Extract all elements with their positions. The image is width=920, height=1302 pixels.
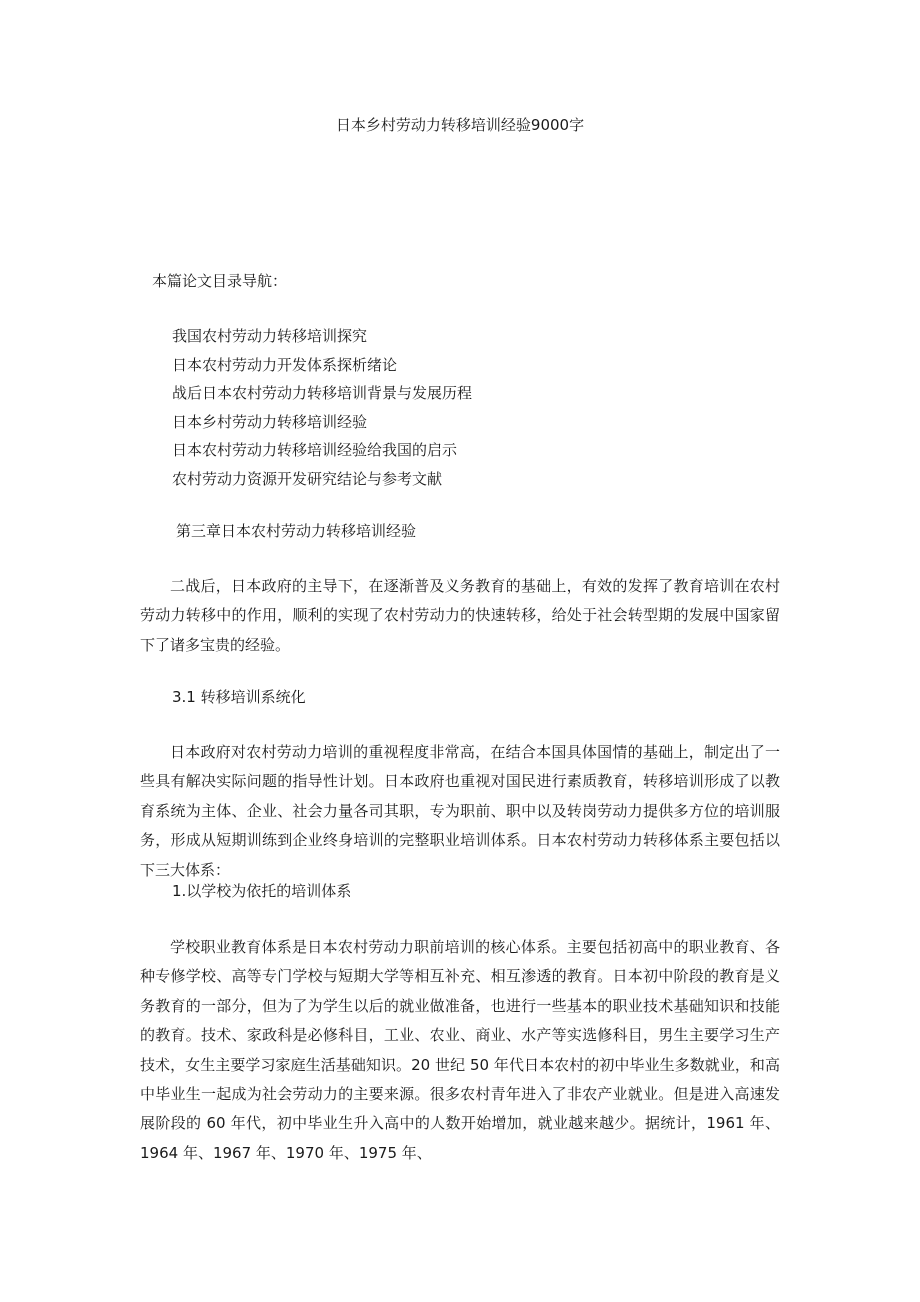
toc-item[interactable]: 日本农村劳动力转移培训经验给我国的启示 [172,441,458,459]
toc-item[interactable]: 我国农村劳动力转移培训探究 [172,327,368,345]
document-title: 日本乡村劳动力转移培训经验9000字 [335,116,585,134]
toc-item[interactable]: 战后日本农村劳动力转移培训背景与发展历程 [172,384,473,402]
section-heading: 3.1 转移培训系统化 [172,688,306,706]
toc-list [172,322,472,493]
body-paragraph: 日本政府对农村劳动力培训的重视程度非常高，在结合本国具体国情的基础上，制定出了一些具有解决实际问题的指导性计划。日本政府也重视对国民进行素质教育，转移培训形成了以教育系统为主体、企业、社会力量各司其职，专为职前、职中以及转岗劳动力提供多方位的培训服务，形成从短期训练到企业终身培训的完整职业培训体系。日本农村劳动力转移体系主要包括以下三大体系： [140,743,780,879]
toc-item[interactable]: 农村劳动力资源开发研究结论与参考文献 [172,469,443,488]
body-paragraph: 学校职业教育体系是日本农村劳动力职前培训的核心体系。主要包括初高中的职业教育、各种专修学校、高等专门学校与短期大学等相互补充、相互渗透的教育。日本初中阶段的教育是义务教育的一部分，但为了为学生以后的就业做准备，也进行一些基本的职业技术基础知识和技能的教育。技术、家政科是必修科目，工业、农业、商业、水产等实选修科目，男生主要学习生产技术，女生主要学习家庭生活基础知识。20 世纪 50 年代日本农村的初中毕业生多数就业，和高中毕业生一起成为社会劳动力的主要来源。很多农村青年进入了非农产业就业。但是进入高速发展阶段的 60 年代，初中毕业生升入高中的人数开始增加，就业越来越少。据统计，1961 年、1964 年、1967 年、1970 年、1975 年、 [140,938,780,1162]
chapter-heading: 第三章日本农村劳动力转移培训经验 [176,522,417,540]
body-paragraph: 二战后，日本政府的主导下，在逐渐普及义务教育的基础上，有效的发挥了教育培训在农村劳动力转移中的作用，顺利的实现了农村劳动力的快速转移，给处于社会转型期的发展中国家留下了诸多宝贵的经验。 [140,577,780,654]
toc-heading: 本篇论文目录导航： [152,272,288,290]
toc-item[interactable]: 日本农村劳动力开发体系探析绪论 [172,355,398,374]
toc-item[interactable]: 日本乡村劳动力转移培训经验 [172,412,368,431]
subsection-heading: 1.以学校为依托的培训体系 [172,882,352,900]
